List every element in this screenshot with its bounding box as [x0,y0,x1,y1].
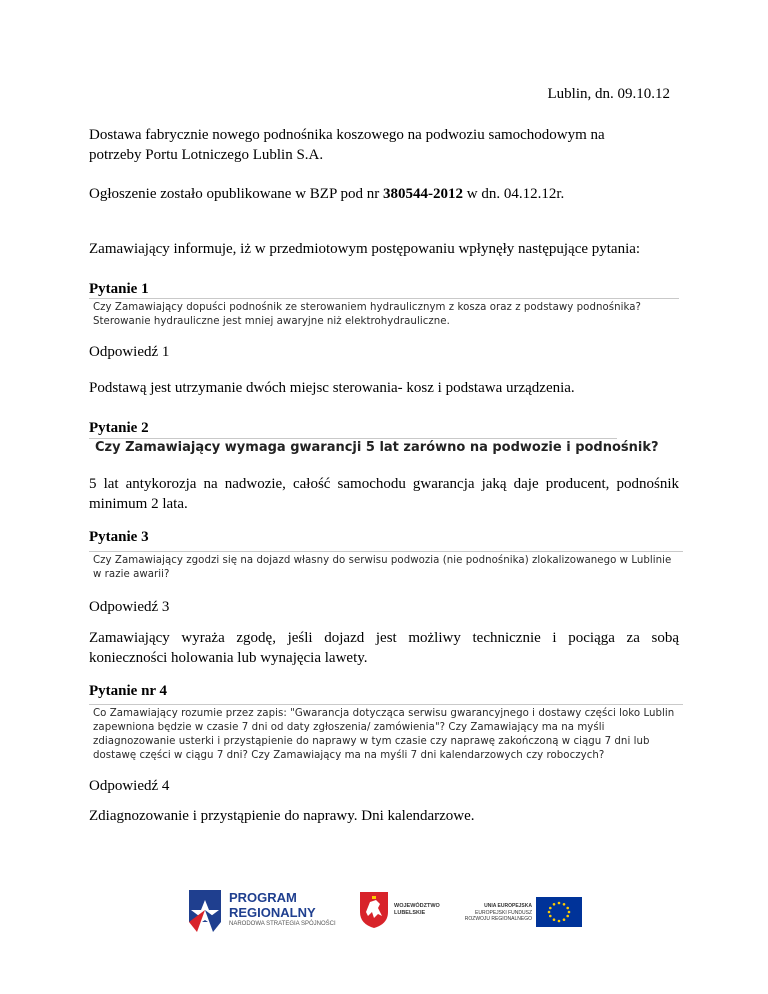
answer-2-line-2: minimum 2 lata. [89,496,188,512]
lubelskie-logo [358,884,448,940]
question-3-line-1: Czy Zamawiający zgodzi się na dojazd własny do serwisu podwozia (nie podnośnika) zlokalizowanego w Lublinie [93,555,672,566]
question-1-heading: Pytanie 1 [89,281,149,297]
lubelskie-shield-icon [358,890,390,930]
answer-4-text: Zdiagnozowanie i przystąpienie do naprawy. Dni kalendarzowe. [89,808,475,824]
question-4-line-2: zapewniona będzie w czasie 7 dni od daty zgłoszenia/ zamówienia"? Czy Zamawiający ma na myśli [93,722,605,733]
answer-1-text: Podstawą jest utrzymanie dwóch miejsc sterowania- kosz i podstawa urządzenia. [89,380,575,396]
voivodeship-line-2: LUBELSKIE [394,910,426,916]
eu-line-1: UNIA EUROPEJSKA [484,903,532,909]
question-3-line-2: w razie awarii? [93,569,170,580]
announcement-prefix: Ogłoszenie zostało opublikowane w BZP pod nr [89,186,383,202]
question-2-line: Czy Zamawiający wymaga gwarancji 5 lat zarówno na podwozie i podnośnik? [95,440,659,455]
question-3-screenshot [89,551,683,586]
question-4-line-4: dostawę części w ciągu 7 dni? Czy Zamawiający ma na myśli 7 dni kalendarzowych czy roboczych? [93,750,605,761]
question-1-line-2: Sterowanie hydrauliczne jest mniej awaryjne niż elektrohydrauliczne. [93,316,450,327]
answer-3-line-2: konieczności holowania lub wynajęcia lawety. [89,650,368,666]
answer-2-line-1: 5 lat antykorozja na nadwozie, całość samochodu gwarancja jaką daje producent, podnośnik [89,476,679,492]
eu-flag-icon [536,897,582,927]
date-line: Lublin, dn. 09.10.12 [547,86,670,102]
question-2-heading: Pytanie 2 [89,420,149,436]
answer-4-heading: Odpowiedź 4 [89,778,170,794]
question-1-line-1: Czy Zamawiający dopuści podnośnik ze sterowaniem hydraulicznym z kosza oraz z podstawy podnośnika? [93,302,642,313]
announcement-suffix: w dn. 04.12.12r. [462,186,565,202]
answer-3-heading: Odpowiedź 3 [89,599,170,615]
question-4-line-1: Co Zamawiający rozumie przez zapis: "Gwarancja dotycząca serwisu gwarancyjnego i dostawy części loko Lublin [93,708,675,719]
program-regionalny-logo [185,884,355,940]
program-star-icon [185,886,227,936]
program-line-1: PROGRAM [229,890,297,905]
question-4-heading: Pytanie nr 4 [89,683,168,699]
title-line-2: potrzeby Portu Lotniczego Lublin S.A. [89,147,324,163]
question-3-heading: Pytanie 3 [89,529,149,545]
question-1-screenshot [89,298,679,333]
eu-logo [456,884,586,940]
title-line-1: Dostawa fabrycznie nowego podnośnika koszowego na podwoziu samochodowym na [89,127,605,143]
program-line-3: NARODOWA STRATEGIA SPÓJNOŚCI [229,921,336,927]
announcement-line [89,184,564,204]
answer-3-line-1: Zamawiający wyraża zgodę, jeśli dojazd jest możliwy technicznie i pociąga za sobą [89,630,679,646]
program-line-2: REGIONALNY [229,905,316,920]
answer-1-heading: Odpowiedź 1 [89,344,170,360]
question-4-screenshot [89,704,683,767]
question-4-line-3: zdiagnozowanie usterki i przystąpienie do naprawy w tym czasie czy naprawę zakończoną w ciągu 7 dni lub [93,736,650,747]
announcement-number: 380544-2012 [382,186,463,202]
eu-line-2: EUROPEJSKI FUNDUSZ [475,909,532,916]
voivodeship-line-1: WOJEWÓDZTWO [394,903,440,909]
eu-line-3: ROZWOJU REGIONALNEGO [464,916,532,922]
info-line: Zamawiający informuje, iż w przedmiotowym postępowaniu wpłynęły następujące pytania: [89,241,641,257]
question-2-screenshot [89,438,659,460]
